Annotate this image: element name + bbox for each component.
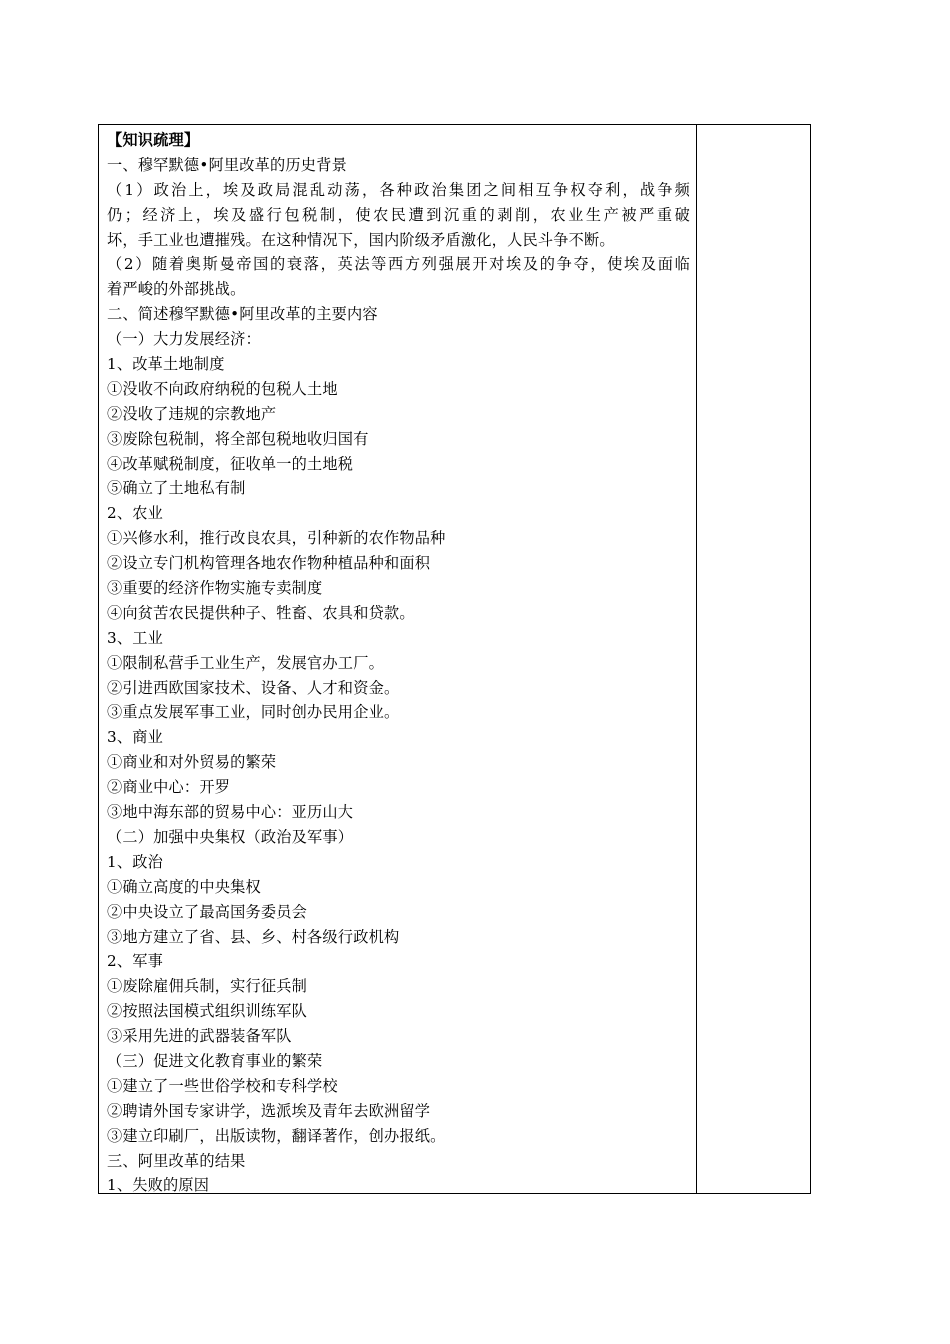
list-item: ①没收不向政府纳税的包税人土地 [107, 379, 338, 398]
list-item: ②商业中心：开罗 [107, 778, 231, 797]
subsection-title: （二）加强中央集权（政治及军事） [107, 827, 354, 846]
section1-title: 一、穆罕默德•阿里改革的历史背景 [107, 155, 347, 174]
list-item: ⑤确立了土地私有制 [107, 479, 246, 498]
background-paragraph-line: 着严峻的外部挑战。 [107, 280, 246, 299]
section2-title: 二、简述穆罕默德•阿里改革的主要内容 [107, 305, 378, 324]
list-item: ②聘请外国专家讲学，选派埃及青年去欧洲留学 [107, 1101, 431, 1120]
content-cell [99, 125, 697, 1193]
list-item: ②按照法国模式组织训练军队 [107, 1002, 308, 1021]
list-item: ③重点发展军事工业，同时创办民用企业。 [107, 703, 400, 722]
list-item: ③建立印刷厂，出版读物，翻译著作，创办报纸。 [107, 1126, 446, 1145]
section3-title: 三、阿里改革的结果 [107, 1151, 246, 1170]
list-item: ④向贫苦农民提供种子、牲畜、农具和贷款。 [107, 603, 415, 622]
notes-margin-cell [697, 125, 810, 1193]
notes-table [98, 124, 811, 1194]
list-item: ①兴修水利，推行改良农具，引种新的农作物品种 [107, 529, 446, 548]
topic-title: 3、商业 [107, 728, 164, 747]
subsection-title: （一）大力发展经济： [107, 330, 261, 349]
list-item: ③地方建立了省、县、乡、村各级行政机构 [107, 927, 400, 946]
topic-title: 3、工业 [107, 628, 164, 647]
list-item: ③重要的经济作物实施专卖制度 [107, 579, 323, 598]
topic-title: 1、失败的原因 [107, 1176, 210, 1193]
topic-title: 2、农业 [107, 504, 164, 523]
background-paragraph-line: （2）随着奥斯曼帝国的衰落，英法等西方列强展开对埃及的争夺，使埃及面临 [107, 255, 690, 274]
list-item: ②引进西欧国家技术、设备、人才和资金。 [107, 678, 400, 697]
list-item: ③地中海东部的贸易中心：亚历山大 [107, 803, 354, 822]
list-item: ①商业和对外贸易的繁荣 [107, 753, 277, 772]
list-item: ②中央设立了最高国务委员会 [107, 902, 308, 921]
list-item: ①建立了一些世俗学校和专科学校 [107, 1076, 338, 1095]
background-paragraph-line: 仍；经济上，埃及盛行包税制，使农民遭到沉重的剥削，农业生产被严重破 [107, 205, 690, 224]
list-item: ①限制私营手工业生产，发展官办工厂。 [107, 653, 384, 672]
list-item: ②没收了违规的宗教地产 [107, 404, 277, 423]
topic-title: 1、改革土地制度 [107, 355, 225, 374]
subsection-title: （三）促进文化教育事业的繁荣 [107, 1051, 323, 1070]
list-item: ③采用先进的武器装备军队 [107, 1027, 292, 1046]
background-paragraph-line: 坏，手工业也遭摧残。在这种情况下，国内阶级矛盾激化，人民斗争不断。 [107, 230, 615, 249]
topic-title: 1、政治 [107, 852, 164, 871]
background-paragraph-line: （1）政治上，埃及政局混乱动荡，各种政治集团之间相互争权夺利，战争频 [107, 180, 690, 199]
list-item: ②设立专门机构管理各地农作物种植品种和面积 [107, 554, 431, 573]
section-heading: 【知识疏理】 [107, 131, 200, 149]
list-item: ①确立高度的中央集权 [107, 877, 261, 896]
list-item: ③废除包税制，将全部包税地收归国有 [107, 429, 369, 448]
list-item: ④改革赋税制度，征收单一的土地税 [107, 454, 354, 473]
list-item: ①废除雇佣兵制，实行征兵制 [107, 977, 308, 996]
topic-title: 2、军事 [107, 952, 164, 971]
